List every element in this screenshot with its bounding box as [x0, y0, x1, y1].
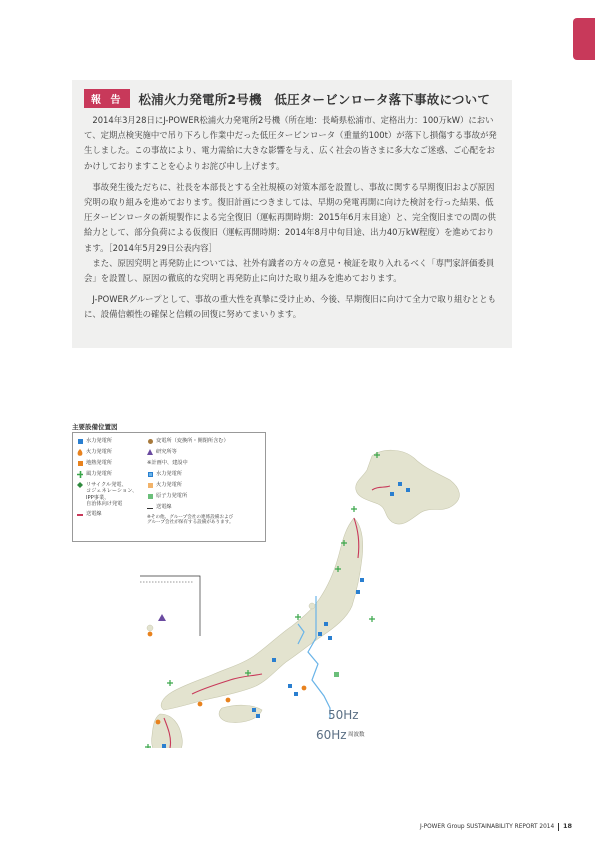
page-number: 18 — [562, 822, 572, 830]
notice-header — [84, 89, 490, 108]
legend-hydro: 水力発電所 — [77, 438, 112, 444]
thermal-marker — [156, 720, 161, 725]
notice-paragraph-3: また、原因究明と再発防止については、社外有識者の方々の意見・検証を取り入れるべく「専門家評価委員会」を設置し、原因の徹底的な究明と再発防止に向けた取り組みを進めております。 — [84, 257, 495, 284]
legend-thermal: 火力発電所 — [77, 449, 112, 455]
page-footer — [0, 822, 572, 831]
hydro-marker — [324, 622, 328, 626]
hydro-marker — [356, 590, 360, 594]
hydro-marker — [328, 636, 332, 640]
legend-recycle: リサイクル発電、 コジェネレーション、 IPP事業、 自治体向け発電 — [77, 482, 137, 508]
hydro-marker — [256, 714, 260, 718]
hydro-marker — [162, 744, 166, 748]
legend-transmission: 送電線 — [77, 511, 102, 517]
legend-nuclear-planned: 原子力発電所 — [147, 493, 187, 499]
hydro-marker — [406, 488, 410, 492]
notice-title: 松浦火力発電所2号機 低圧タービンロータ落下事故について — [138, 91, 491, 107]
japan-map — [72, 418, 512, 748]
freq-50hz-label: 50Hz — [328, 708, 359, 722]
freq-caption: 周波数 — [348, 732, 365, 738]
legend-thermal-planned: 火力発電所 — [147, 482, 182, 488]
thermal-marker — [198, 702, 203, 707]
notice-paragraph-1: 2014年3月28日にJ-POWER松浦火力発電所2号機（所在地：長崎県松浦市、定格出力：100万kW）において、定期点検実施中で吊り下ろし作業中だった低圧タービンロータ（重量約100t）が落下し損傷する事故が発生しました。この事故により、電力需給に大きな影響を与え、広く社会の皆さまに多大なご迷惑、ご心配をおかけしておりますことを心よりお詫び申し上げます。 — [84, 115, 497, 171]
notice-body — [84, 113, 500, 329]
hydro-markers — [162, 482, 410, 748]
thermal-marker — [226, 698, 231, 703]
hydro-marker — [294, 692, 298, 696]
legend-substation: 変電所（変換所・開閉所含む） — [147, 438, 229, 444]
incident-notice — [72, 80, 512, 348]
report-badge: 報 告 — [84, 89, 130, 108]
legend-footnote: ※その他、グループ会社の連係設備および グループ会社が保有する設備があります。 — [147, 515, 234, 526]
sado-island — [309, 603, 315, 609]
facility-map — [72, 418, 512, 748]
hydro-marker — [390, 492, 394, 496]
legend-hydro-planned: 水力発電所 — [147, 471, 182, 477]
tsushima-island — [147, 625, 153, 631]
legend-planned-note: ※計画中、建設中 — [147, 460, 188, 466]
legend-transmission-planned: 送電線 — [147, 504, 172, 510]
hokkaido-island — [356, 450, 460, 524]
legend-wind: 風力発電所 — [77, 471, 112, 477]
legend-research: 研究所等 — [147, 449, 177, 455]
footer-separator — [558, 823, 559, 831]
shikoku-island — [219, 705, 262, 722]
hydro-marker — [318, 632, 322, 636]
legend-geothermal: 地熱発電所 — [77, 460, 112, 466]
report-title: J-POWER Group SUSTAINABILITY REPORT 2014 — [420, 824, 555, 830]
thermal-marker — [302, 686, 307, 691]
wind-marker — [369, 616, 375, 622]
map-title: 主要設備位置図 — [72, 423, 118, 431]
notice-paragraph-4: J-POWERグループとして、事故の重大性を真摯に受け止め、今後、早期復旧に向けて全力で取り組むとともに、設備信頼性の確保と信頼の回復に努めてまいります。 — [84, 294, 496, 320]
wind-marker — [351, 506, 357, 512]
section-tab — [573, 18, 595, 60]
hydro-marker — [360, 578, 364, 582]
notice-paragraph-2: 事故発生後ただちに、社長を本部長とする全社規模の対策本部を設置し、事故に関する早期復旧および原因究明の取り組みを進めております。復旧計画につきましては、早期の発電再開に向けた検討を行った結果、低圧タービンロータの新規製作による完全復旧（運転再開時期：2015年6月末目途）と、完全復旧までの間の供給力として、部分負荷による仮復旧（運転再開時期：2014年8月中旬目途、出力40万kW程度）を進めております。［2014年5月29日公表内容］ — [84, 181, 496, 253]
freq-60hz-label: 60Hz — [316, 728, 347, 742]
kyushu-island — [152, 714, 183, 748]
research-marker — [158, 614, 166, 621]
hydro-marker — [272, 658, 276, 662]
hydro-marker — [288, 684, 292, 688]
hydro-marker — [398, 482, 402, 486]
hydro-marker — [252, 708, 256, 712]
honshu-island — [161, 518, 363, 710]
thermal-marker — [148, 632, 153, 637]
nuclear-planned-marker — [334, 672, 339, 677]
wind-marker — [145, 744, 151, 748]
wind-marker — [167, 680, 173, 686]
